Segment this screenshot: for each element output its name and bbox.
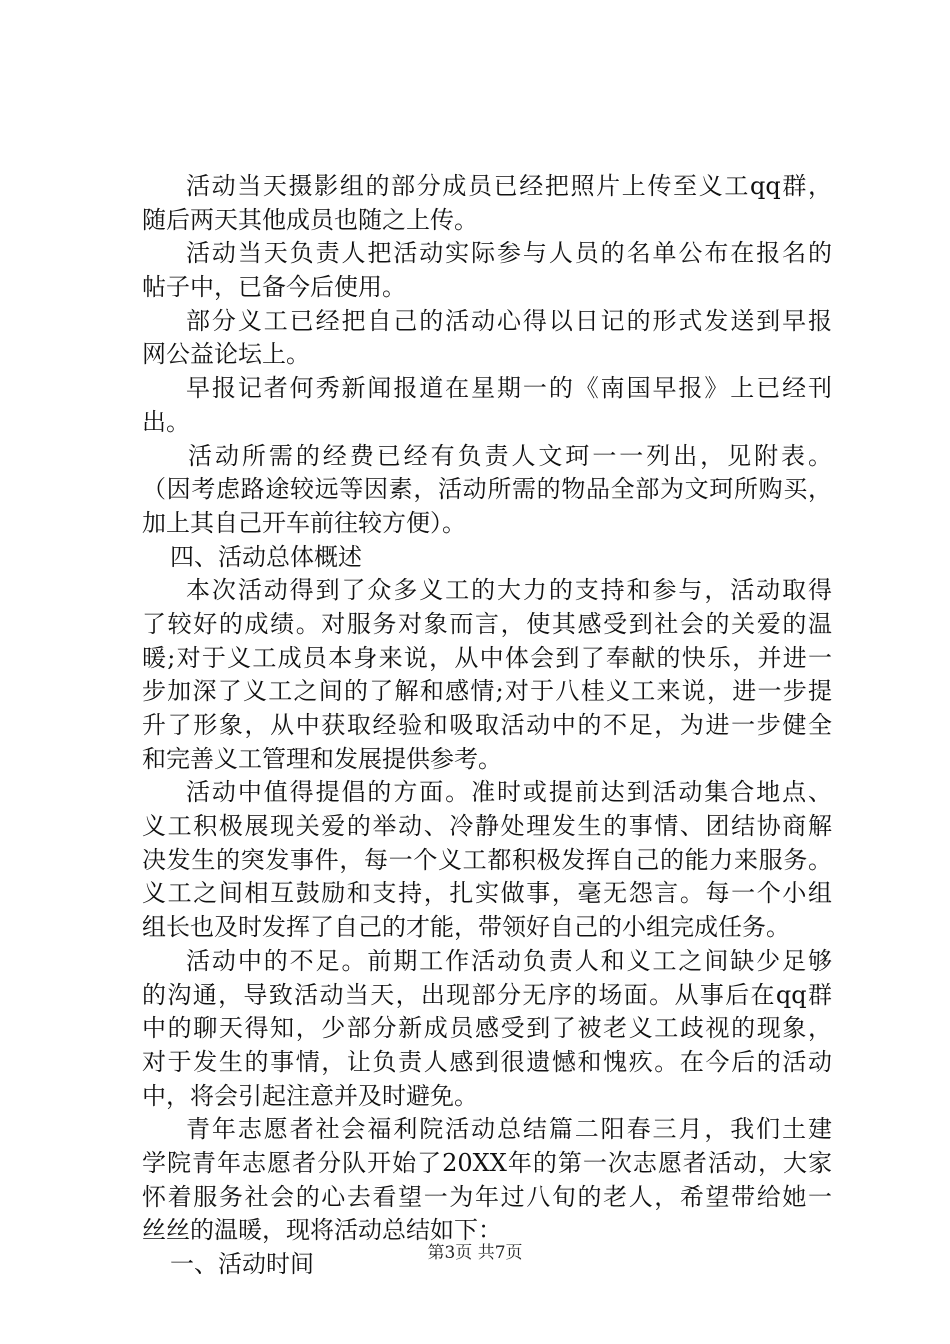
text-line-4: 帖子中，已备今后使用。 [142,273,406,302]
text-line-3: 活动当天负责人把活动实际参与人员的名单公布在报名的 [186,239,832,268]
text-line-2: 随后两天其他成员也随之上传。 [142,205,478,234]
text-line-27: 对于发生的事情，让负责人感到很遗憾和愧疚。在今后的活动 [142,1047,832,1076]
text-line-32: 丝丝的温暖，现将活动总结如下： [142,1216,502,1245]
text-line-24: 活动中的不足。前期工作活动负责人和义工之间缺少足够 [186,946,832,975]
text-line-20: 义工积极展现关爱的举动、冷静处理发生的事情、团结协商解 [142,812,832,841]
text-line-17: 升了形象，从中获取经验和吸取活动中的不足，为进一步健全 [142,711,832,739]
text-line-16: 步加深了义工之间的了解和感情;对于八桂义工来说，进一步提 [142,677,832,706]
text-line-14: 了较好的成绩。对服务对象而言，使其感受到社会的关爱的温 [142,609,832,638]
text-line-28: 中，将会引起注意并及时避免。 [142,1081,478,1110]
section-heading-4: 四、活动总体概述 [170,542,362,571]
text-line-9: 活动所需的经费已经有负责人文珂一一列出，见附表。 [188,441,832,470]
text-line-15: 暖;对于义工成员本身来说，从中体会到了奉献的快乐，并进一 [142,643,832,672]
text-line-7: 早报记者何秀新闻报道在星期一的《南国早报》上已经刊 [186,374,832,403]
document-body [142,170,832,1282]
text-line-23: 组长也及时发挥了自己的才能，带领好自己的小组完成任务。 [142,913,790,942]
text-line-22: 义工之间相互鼓励和支持，扎实做事，毫无怨言。每一个小组 [142,879,832,908]
text-line-13: 本次活动得到了众多义工的大力的支持和参与，活动取得 [186,576,832,605]
text-line-10: （因考虑路途较远等因素，活动所需的物品全部为文珂所购买， [142,475,832,504]
text-line-25: 的沟通，导致活动当天，出现部分无序的场面。从事后在qq群 [142,980,832,1009]
text-line-29: 青年志愿者社会福利院活动总结篇二阳春三月，我们土建 [186,1115,832,1144]
text-line-31: 怀着服务社会的心去看望一为年过八旬的老人，希望带给她一 [142,1182,832,1211]
text-line-19: 活动中值得提倡的方面。准时或提前达到活动集合地点、 [186,778,832,807]
text-line-30: 学院青年志愿者分队开始了20XX年的第一次志愿者活动，大家 [142,1148,832,1177]
text-line-6: 网公益论坛上。 [142,340,310,369]
text-line-11: 加上其自己开车前往较方便）。 [142,508,466,537]
text-line-26: 中的聊天得知，少部分新成员感受到了被老义工歧视的现象， [142,1014,832,1043]
section-heading-1: 一、活动时间 [170,1250,314,1278]
text-line-18: 和完善义工管理和发展提供参考。 [142,744,502,773]
text-line-5: 部分义工已经把自己的活动心得以日记的形式发送到早报 [186,306,832,335]
page-number-footer: 第3页 共7页 [427,1243,523,1263]
text-line-8: 出。 [142,407,190,436]
text-line-21: 决发生的突发事件，每一个义工都积极发挥自己的能力来服务。 [142,845,832,874]
text-line-1: 活动当天摄影组的部分成员已经把照片上传至义工qq群， [186,172,832,200]
